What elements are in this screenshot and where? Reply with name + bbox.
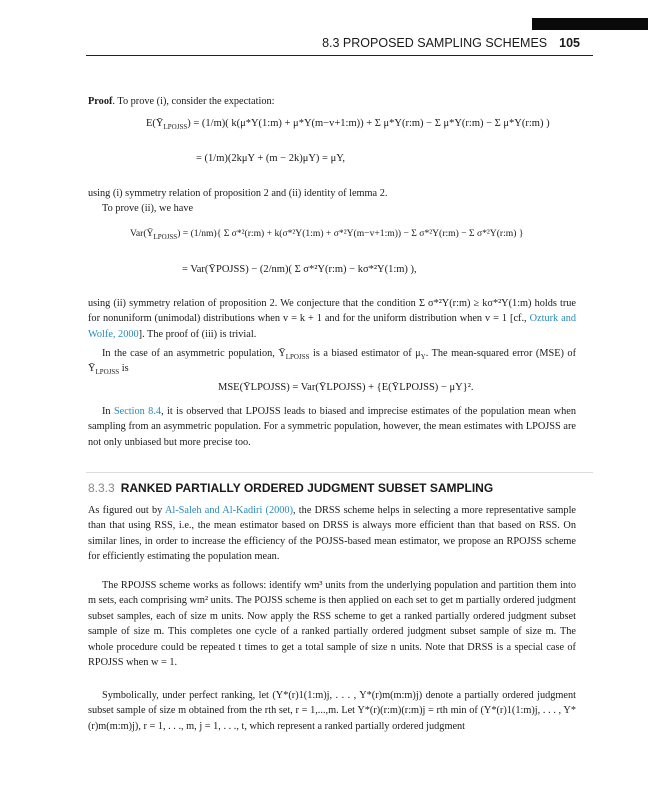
section-title: RANKED PARTIALLY ORDERED JUDGMENT SUBSET SAMPLING xyxy=(120,481,494,495)
p3-b: (Y*(r)1(1:m)j, . . . , Y*(r)m(m:m)j), r = 1, . . ., m, j = 1, . . ., t, which represent a ranked partially ordered judgment xyxy=(88,705,576,732)
page-number: 105 xyxy=(559,36,580,50)
after-eq1-text: using (i) symmetry relation of proposition 2 and (ii) identity of lemma 2. xyxy=(88,188,388,199)
eq2-body: ) = (1/nm){ Σ σ*²(r:m) + k(σ*²Y(1:m) + σ*²Y(m−v+1:m)) − Σ σ*²Y(r:m) − Σ σ*²Y(r:m) } xyxy=(177,228,524,239)
conj-text-c: ]. The proof of (iii) is trivial. xyxy=(138,328,257,340)
citation-al-saleh[interactable]: Al-Saleh and Al-Kadiri (2000) xyxy=(164,505,294,516)
asym-sub1: LPOJSS xyxy=(285,353,310,362)
running-header-title: 8.3 PROPOSED SAMPLING SCHEMES xyxy=(322,36,548,50)
citation-ozturk-wolfe[interactable]: Ozturk and Wolfe, 2000 xyxy=(88,313,577,340)
eq2-lhs: Var(Ȳ xyxy=(130,228,154,239)
eq1-body: ) = (1/m)( k(μ*Y(1:m) + μ*Y(m−v+1:m)) + Σ μ*Y(r:m) − Σ μ*Y(r:m) − Σ μ*Y(r:m) ) xyxy=(187,118,550,129)
prove-ii-text: To prove (ii), we have xyxy=(102,203,194,214)
sec-ref-b: , it is observed that LPOJSS leads to biased and imprecise estimates of the population mean when sampling from an asymmetric population. For a symmetric population, however, the mean estimates with LPOJSS are not only unbiased but more precise too. xyxy=(88,406,576,448)
paragraph-conjecture xyxy=(88,296,576,342)
p2-text: The RPOJSS scheme works as follows: identify wm³ units from the underlying population and partition them into m sets, each comprising wm² units. The POJSS scheme is then applied on each set to get m partially ordered judgment subset samples, each of size m units. Now apply the RSS scheme to get a ranked partially ordered judgment subset sample of size m. This completes one cycle of a ranked partially ordered judgment subset sample of size m. The whole procedure could be repeated t times to get a total sample of size n units. Note that DRSS is a special case of RPOJSS when w = 1. xyxy=(88,580,576,669)
mse-equation: MSE(ȲLPOJSS) = Var(ȲLPOJSS) + {E(ȲLPOJSS) − μY}². xyxy=(218,382,474,393)
equation-variance-line2 xyxy=(182,264,417,275)
asym-sub2: Y xyxy=(420,353,426,362)
paragraph-asymmetric xyxy=(88,346,576,377)
proof-intro-text: . To prove (i), consider the expectation: xyxy=(112,96,275,107)
eq1-lhs-sub: LPOJSS xyxy=(163,123,188,132)
asym-a: In the case of an asymmetric population, Ȳ xyxy=(102,348,286,359)
p1-b: , the DRSS scheme helps in selecting a more representative sample than that using RSS, i.e., the mean estimator based on DRSS is always more efficient than that based on RSS. On similar lines, in order to increase the efficiency of the POJSS-based mean estimator, we propose an RPOJSS scheme for efficiently estimating the population mean. xyxy=(88,505,576,563)
asym-d: is xyxy=(119,363,129,375)
section-separator xyxy=(86,472,593,473)
asym-b: is a biased estimator of μ xyxy=(309,348,421,359)
asym-c: . The mean-squared error (MSE) of Ȳ xyxy=(88,348,576,375)
equation-variance xyxy=(130,228,523,239)
conj-text-a: using (ii) symmetry relation of proposition 2. We conjecture that the condition xyxy=(88,298,416,309)
eq1-line2: = (1/m)(2kμY + (m − 2k)μY) = μY, xyxy=(196,153,346,164)
p1-a: As figured out by xyxy=(88,505,165,516)
paragraph-section-ref xyxy=(88,404,576,450)
header-bar xyxy=(532,18,648,30)
p3-a: Symbolically, under perfect ranking, let (Y*(r)1(1:m)j, . . . , Y*(r)m(m:m)j) denote a partially ordered judgment subset sample of size m obtained from the rth set, r = 1,...,m. Let Y*(r)(r:m)(r:m)j = rth min of xyxy=(88,690,576,717)
header-rule xyxy=(86,55,593,56)
eq2-line2: = Var(ȲPOJSS) − (2/nm)( Σ σ*²Y(r:m) − kσ*²Y(1:m) ), xyxy=(182,264,417,275)
proof-intro xyxy=(88,94,576,109)
running-header xyxy=(300,36,580,50)
equation-expectation-line2 xyxy=(196,153,345,164)
eq1-lhs: E(Ȳ xyxy=(146,118,164,129)
equation-mse xyxy=(218,382,474,393)
paragraph-prove-ii xyxy=(88,201,576,216)
proof-label: Proof xyxy=(88,96,113,107)
paragraph-after-eq1 xyxy=(88,186,576,201)
section-heading xyxy=(88,481,588,495)
equation-expectation xyxy=(146,118,550,132)
paragraph-symbolic xyxy=(88,688,576,734)
sec-ref-a: In xyxy=(102,406,114,417)
paragraph-drss xyxy=(88,503,576,565)
link-section-8-4[interactable]: Section 8.4 xyxy=(113,406,162,417)
eq2-lhs-sub: LPOJSS xyxy=(153,232,178,241)
asym-sub3: LPOJSS xyxy=(95,368,120,377)
conj-text-b: Σ σ*²Y(r:m) ≥ kσ*²Y(1:m) holds true for nonuniform (unimodal) distributions when v = k + 1 and for the uniform distribution when v = 1 [cf., xyxy=(88,298,576,325)
section-number: 8.3.3 xyxy=(88,481,115,495)
paragraph-rpojss-scheme xyxy=(88,578,576,670)
